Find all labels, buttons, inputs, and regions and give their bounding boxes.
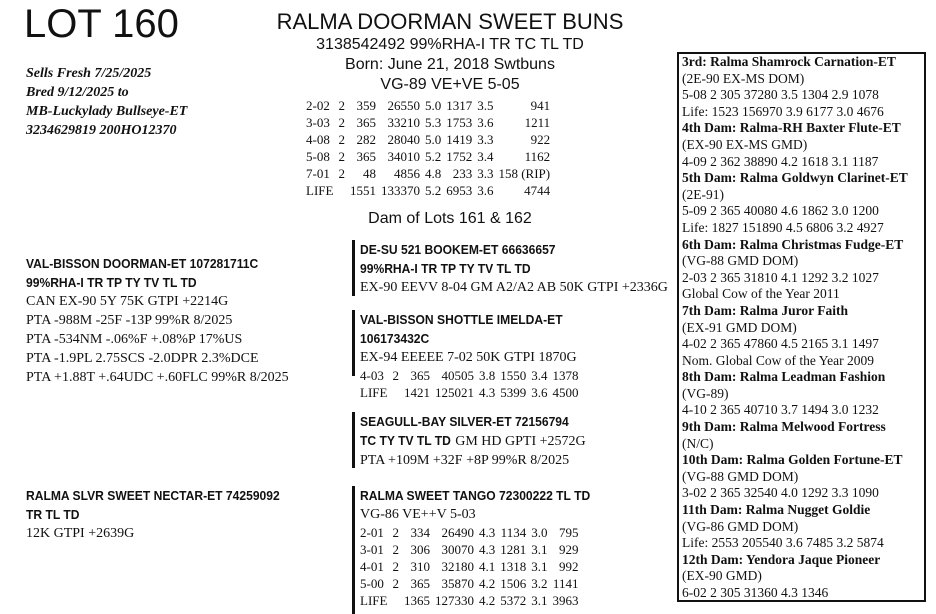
record-cell: 4744 (524, 183, 551, 198)
sire-registration: 99%RHA-I TR TP TY TV TL TD (26, 275, 197, 290)
ancestor-dam-heading: 3rd: Ralma Shamrock Carnation-ET (682, 54, 896, 69)
record-cell: 2 (392, 542, 399, 557)
record-cell: 2 (392, 559, 399, 574)
record-cell: 282 (356, 132, 376, 147)
record-cell: 125021 (434, 385, 474, 400)
record-cell: 1551 (349, 183, 376, 198)
dam-sire-line: PTA +109M +32F +8P 99%R 8/2025 (360, 453, 570, 468)
dam-dam-name: RALMA SWEET TANGO 72300222 TL TD (360, 488, 591, 503)
ancestor-dam-heading: 6th Dam: Ralma Christmas Fudge-ET (682, 236, 904, 252)
record-cell: 35870 (441, 576, 474, 591)
record-cell: 5.2 (424, 183, 442, 198)
record-cell: 3-01 (360, 542, 384, 557)
dam-sire-registration: TC TY TV TL TD (360, 433, 451, 448)
record-cell: 2 (392, 525, 399, 540)
sire-sire-registration: 99%RHA-I TR TP TY TV TL TD (360, 261, 531, 276)
record-cell: 4.3 (478, 525, 496, 540)
record-cell (392, 592, 404, 609)
record-row (306, 148, 555, 165)
record-cell: 2 (338, 115, 345, 130)
record-cell: 3.1 (531, 542, 548, 557)
record-cell: 1419 (446, 132, 473, 147)
record-cell: 3963 (552, 593, 579, 608)
record-cell: 3.6 (531, 385, 548, 400)
record-cell: 6953 (446, 183, 473, 198)
ancestor-dam-heading: 11th Dam: Ralma Nugget Goldie (682, 502, 871, 518)
record-cell: 365 (410, 368, 430, 383)
record-cell: 3.3 (477, 166, 494, 181)
sire-line: PTA -1.9PL 2.75SCS -2.0DPR 2.3%DCE (26, 351, 259, 366)
record-cell: 1752 (446, 149, 473, 164)
ancestor-dam-line: 4-09 2 362 38890 4.2 1618 3.1 1187 (682, 153, 879, 169)
record-cell: 133370 (380, 183, 420, 198)
record-cell: 30070 (441, 542, 474, 557)
ancestor-dam-heading: 5th Dam: Ralma Goldwyn Clarinet-ET (682, 170, 908, 186)
sale-info (26, 64, 187, 140)
sire-dam-line: EX-94 EEEEE 7-02 50K GTPI 1870G (360, 350, 577, 365)
record-cell: 2 (338, 166, 345, 181)
dam-line: 12K GTPI +2639G (26, 526, 135, 541)
record-cell: 922 (530, 132, 551, 147)
record-cell: 1378 (552, 368, 579, 383)
record-cell (392, 384, 404, 401)
ancestor-dam-line: 5-08 2 305 37280 3.5 1304 2.9 1078 (682, 87, 879, 103)
sire-line: PTA -534NM -.06%F +.08%P 17%US (26, 332, 243, 347)
ancestor-dam-line: 6-02 2 305 31360 4.3 1346 (682, 585, 829, 600)
record-cell: 929 (558, 542, 579, 557)
record-cell: 233 (452, 166, 473, 181)
ancestor-dam-line: (VG-89) (682, 385, 729, 401)
sire-line: CAN EX-90 5Y 75K GTPI +2214G (26, 294, 229, 309)
sire-name: VAL-BISSON DOORMAN-ET 107281711C (26, 256, 259, 271)
record-row (306, 97, 555, 114)
record-cell: LIFE (360, 593, 388, 608)
record-cell: 1753 (446, 115, 473, 130)
record-cell: 4500 (552, 385, 579, 400)
record-cell: 5.3 (424, 115, 442, 130)
ancestor-dam-heading: 9th Dam: Ralma Melwood Fortress (682, 419, 886, 435)
record-cell: 7-01 (306, 166, 330, 181)
dam-dam-records-table (360, 524, 583, 609)
record-cell: 5.0 (424, 132, 442, 147)
record-cell: 3.4 (531, 368, 548, 383)
record-cell: 26490 (441, 525, 474, 540)
record-cell: 1162 (524, 149, 551, 164)
record-row (306, 114, 555, 131)
ancestor-dam-line: (2E-91) (682, 186, 724, 202)
record-cell: 158 (RIP) (498, 166, 551, 181)
dam-dam-line: VG-86 VE++V 5-03 (360, 507, 476, 522)
record-cell: 3.8 (478, 368, 496, 383)
sire-dam-block (360, 310, 583, 401)
ancestor-dam-line: 4-10 2 365 40710 3.7 1494 3.0 1232 (682, 402, 879, 418)
record-cell: 5.2 (424, 149, 442, 164)
record-cell: 3.5 (477, 98, 494, 113)
ancestor-dam-line: 5-09 2 365 40080 4.6 1862 3.0 1200 (682, 203, 879, 219)
ancestor-dam-line: Life: 1827 151890 4.5 6806 3.2 4927 (682, 219, 884, 235)
record-cell: 1421 (403, 385, 430, 400)
record-row (306, 182, 555, 199)
record-row (360, 524, 583, 541)
ancestor-dam-line: (2E-90 EX-MS DOM) (682, 70, 805, 86)
record-cell: 2 (392, 576, 399, 591)
record-row (360, 575, 583, 592)
dam-sire-block (360, 412, 586, 470)
record-cell: 941 (530, 98, 551, 113)
record-cell: 4.1 (478, 559, 496, 574)
ancestor-dam-line: 2-03 2 365 31810 4.1 1292 3.2 1027 (682, 269, 879, 285)
record-cell: 4.2 (478, 576, 496, 591)
record-cell: 2-01 (360, 525, 384, 540)
dam-registration: TR TL TD (26, 507, 80, 522)
record-cell: 334 (410, 525, 430, 540)
bred-to-sire-reg-line: 3234629819 200HO12370 (26, 123, 177, 138)
ancestor-dam-line: 3-02 2 365 32540 4.0 1292 3.3 1090 (682, 485, 879, 501)
record-cell: 795 (558, 525, 579, 540)
record-row (360, 384, 583, 401)
record-cell: 3.6 (477, 115, 494, 130)
record-cell: 3.1 (531, 559, 548, 574)
record-cell: 3.0 (531, 525, 548, 540)
sire-sire-name: DE-SU 521 BOOKEM-ET 66636657 (360, 242, 556, 257)
record-cell: 5-00 (360, 576, 384, 591)
record-cell: 3.6 (477, 183, 494, 198)
ancestor-dam-line: (EX-91 GMD DOM) (682, 319, 797, 335)
ancestor-dam-heading: 10th Dam: Ralma Golden Fortune-ET (682, 452, 903, 468)
ancestor-dam-line: (VG-88 GMD DOM) (682, 253, 799, 269)
record-cell: 2 (338, 98, 345, 113)
record-cell: 3-03 (306, 115, 330, 130)
sire-line: PTA -988M -25F -13P 99%R 8/2025 (26, 313, 233, 328)
ancestor-dam-line: (VG-86 GMD DOM) (682, 518, 799, 534)
lot-number: LOT 160 (24, 2, 179, 46)
bred-to-sire-line: MB-Luckylady Bullseye-ET (26, 104, 188, 119)
record-cell: 40505 (441, 368, 474, 383)
sire-sire-line: EX-90 EEVV 8-04 GM A2/A2 AB 50K GTPI +2336G (360, 280, 668, 295)
ancestor-dam-line: (N/C) (682, 435, 714, 451)
record-cell: 306 (410, 542, 430, 557)
record-cell: 26550 (387, 98, 420, 113)
record-cell: 365 (356, 115, 376, 130)
record-cell: 5.0 (424, 98, 442, 113)
maternal-line-box (677, 52, 926, 602)
cow-registration: 3138542492 99%RHA-I TR TC TL TD (316, 36, 584, 53)
record-cell: 3.4 (477, 149, 494, 164)
record-cell: 1141 (552, 576, 579, 591)
sire-dam-name: VAL-BISSON SHOTTLE IMELDA-ET (360, 312, 563, 327)
dam-of-lots: Dam of Lots 161 & 162 (368, 210, 532, 227)
pedigree-bracket-line (352, 486, 355, 614)
ancestor-dam-line: (EX-90 GMD) (682, 568, 762, 584)
record-cell: 48 (362, 166, 376, 181)
dam-block (26, 486, 299, 543)
record-cell: 1211 (524, 115, 551, 130)
record-cell: 4-08 (306, 132, 330, 147)
record-cell: 4-01 (360, 559, 384, 574)
record-cell: 2-02 (306, 98, 330, 113)
record-cell: LIFE (306, 183, 334, 198)
sire-block (26, 254, 289, 387)
ancestor-dam-heading: 8th Dam: Ralma Leadman Fashion (682, 369, 886, 385)
ancestor-dam-line: Life: 1523 156970 3.9 6177 3.0 4676 (682, 103, 884, 119)
sells-fresh-line: Sells Fresh 7/25/2025 (26, 66, 152, 81)
record-cell: 32180 (441, 559, 474, 574)
dam-dam-block (360, 486, 608, 609)
record-cell: 4-03 (360, 368, 384, 383)
sire-dam-registration: 106173432C (360, 331, 430, 346)
record-cell: 3.3 (477, 132, 494, 147)
ancestor-dam-heading: 12th Dam: Yendora Jaque Pioneer (682, 551, 881, 567)
record-cell: 4856 (393, 166, 420, 181)
record-cell: 3.1 (531, 593, 548, 608)
record-cell: 2 (338, 149, 345, 164)
record-cell: 28040 (387, 132, 420, 147)
record-cell: 4.3 (478, 385, 496, 400)
record-row (306, 165, 555, 182)
ancestor-dam-line: (VG-88 GMD DOM) (682, 468, 799, 484)
ancestor-dam-heading: 4th Dam: Ralma-RH Baxter Flute-ET (682, 120, 901, 136)
record-row (306, 131, 555, 148)
bred-line: Bred 9/12/2025 to (26, 85, 129, 100)
record-cell: 33210 (387, 115, 420, 130)
dam-name: RALMA SLVR SWEET NECTAR-ET 74259092 (26, 488, 280, 503)
record-cell: 992 (558, 559, 579, 574)
record-cell: 5399 (500, 385, 527, 400)
record-cell: 1550 (500, 368, 527, 383)
record-cell: 359 (356, 98, 376, 113)
record-cell: 1365 (403, 593, 430, 608)
record-cell: 1317 (446, 98, 473, 113)
ancestor-dam-line: (EX-90 EX-MS GMD) (682, 136, 808, 152)
ancestor-dam-line: 4-02 2 365 47860 4.5 2165 3.1 1497 (682, 336, 879, 352)
pedigree-bracket-line (352, 240, 355, 296)
dam-sire-proof: GM HD GPTI +2572G (451, 434, 586, 449)
cow-records-table (306, 97, 555, 199)
cow-classification: VG-89 VE+VE 5-05 (380, 76, 520, 93)
record-cell: LIFE (360, 385, 388, 400)
record-cell: 365 (356, 149, 376, 164)
dam-sire-name: SEAGULL-BAY SILVER-ET 72156794 (360, 414, 569, 429)
sire-dam-records-table (360, 367, 583, 401)
record-cell: 5372 (500, 593, 527, 608)
record-cell (338, 182, 350, 199)
ancestor-dam-line: Global Cow of the Year 2011 (682, 286, 840, 302)
ancestor-dam-line: Nom. Global Cow of the Year 2009 (682, 352, 874, 368)
ancestor-dam-line: Life: 2553 205540 3.6 7485 3.2 5874 (682, 535, 884, 551)
record-cell: 1134 (500, 525, 527, 540)
record-cell: 2 (392, 368, 399, 383)
record-cell: 4.8 (424, 166, 442, 181)
record-cell: 310 (410, 559, 430, 574)
cow-born: Born: June 21, 2018 Swtbuns (345, 56, 555, 73)
record-row (360, 558, 583, 575)
record-row (360, 541, 583, 558)
sire-sire-block (360, 240, 668, 297)
record-cell: 1318 (500, 559, 527, 574)
record-row (360, 367, 583, 384)
ancestor-dam-heading: 7th Dam: Ralma Juror Faith (682, 302, 848, 318)
record-cell: 4.2 (478, 593, 496, 608)
record-cell: 34010 (387, 149, 420, 164)
dam-sire-reg-row (360, 431, 586, 451)
record-cell: 1281 (500, 542, 527, 557)
pedigree-bracket-line (352, 310, 355, 376)
record-cell: 365 (410, 576, 430, 591)
sire-line: PTA +1.88T +.64UDC +.60FLC 99%R 8/2025 (26, 370, 289, 385)
record-cell: 5-08 (306, 149, 330, 164)
cow-name: RALMA DOORMAN SWEET BUNS (276, 9, 624, 34)
record-cell: 4.3 (478, 542, 496, 557)
record-row (360, 592, 583, 609)
record-cell: 127330 (434, 593, 474, 608)
record-cell: 2 (338, 132, 345, 147)
pedigree-bracket-line (352, 412, 355, 468)
record-cell: 3.2 (531, 576, 548, 591)
record-cell: 1506 (500, 576, 527, 591)
